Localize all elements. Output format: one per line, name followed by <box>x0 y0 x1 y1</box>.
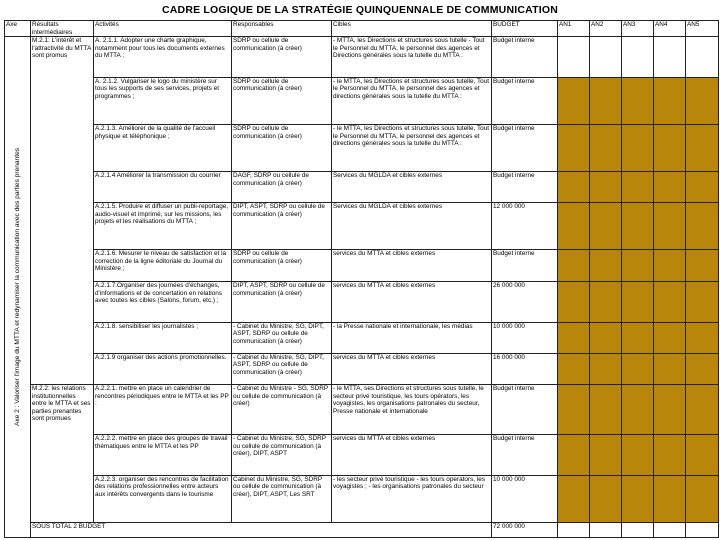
schedule-cell <box>622 282 654 323</box>
total-value: 72 000 000 <box>492 522 558 537</box>
responsables-cell: SDRP ou cellule de communication (à créer) <box>232 37 332 78</box>
activity-cell: A.2.1.5. Produire et diffuser un publi-reportage, audio-visuel et imprimé, sur les missions, les projets et les réalisations du MTTA ; <box>94 203 232 250</box>
responsables-cell: - Cabinet du Ministre, SG, SDRP ou cellule de communication (à créer), DIPT, ASPT <box>232 435 332 476</box>
table-row <box>5 435 719 476</box>
header-activites: Activités <box>94 21 232 37</box>
table-row <box>5 203 719 250</box>
schedule-cell <box>622 475 654 522</box>
cibles-cell: services du MTTA et cibles externes <box>332 435 492 476</box>
cibles-cell: - les secteur privé touristique - les tours operators, les voyagistes ; - les organisations patronales du secteur <box>332 475 492 522</box>
activity-cell: A.2.2.3. organiser des rencontres de facilitation des relations professionnelles entre acteurs aux intérêts convergents dans le tourisme <box>94 475 232 522</box>
schedule-cell <box>654 37 686 78</box>
schedule-cell <box>622 435 654 476</box>
responsables-cell: - Cabinet du Ministre - SG, SDRP ou cellule de communication (à créer) <box>232 384 332 434</box>
schedule-cell <box>558 384 590 434</box>
table-row <box>5 282 719 323</box>
schedule-cell <box>558 250 590 282</box>
schedule-cell <box>654 77 686 124</box>
table-row <box>5 124 719 171</box>
schedule-cell <box>622 77 654 124</box>
header-cibles: Cibles <box>332 21 492 37</box>
schedule-cell <box>654 203 686 250</box>
budget-cell: 12 000 000 <box>492 203 558 250</box>
schedule-cell <box>590 203 622 250</box>
schedule-cell <box>622 250 654 282</box>
schedule-cell <box>622 124 654 171</box>
schedule-cell <box>590 282 622 323</box>
logical-framework-table <box>4 20 719 538</box>
schedule-cell <box>622 203 654 250</box>
schedule-cell <box>686 124 719 171</box>
schedule-cell <box>558 475 590 522</box>
schedule-cell <box>686 250 719 282</box>
table-row <box>5 475 719 522</box>
schedule-cell <box>654 250 686 282</box>
schedule-cell <box>558 203 590 250</box>
schedule-cell <box>654 384 686 434</box>
activity-cell: A.2.1.9 organiser des actions promotionnelles. <box>94 353 232 384</box>
schedule-cell <box>590 384 622 434</box>
schedule-cell <box>686 172 719 203</box>
schedule-cell <box>654 475 686 522</box>
schedule-cell <box>590 435 622 476</box>
schedule-cell <box>622 353 654 384</box>
schedule-cell <box>590 250 622 282</box>
cibles-cell: - le MTTA, les Directions et structures sous tutelle, Tout le Personnel du MTTA, le personnel des agences et directions générales sous la tutelle du MTTA : <box>332 124 492 171</box>
cibles-cell: - le MTTA, les Directions et structures sous tutelle, Tout le Personnel du MTTA, le personnel des agences et directions générales sous la tutelle du MTTA : <box>332 77 492 124</box>
table-row <box>5 172 719 203</box>
result-cell: M.2.2: les relations institutionnelles entre le MTTA et ses parties prenantes sont promues <box>31 384 94 522</box>
cibles-cell: services du MTTA et cibles externes <box>332 282 492 323</box>
responsables-cell: SDRP ou cellule de communication (à créer) <box>232 77 332 124</box>
budget-cell: Budget interne <box>492 77 558 124</box>
activity-cell: A. 2.1.2. Vulgariser le logo du ministère sur tous les supports de ses services, projets et programmes ; <box>94 77 232 124</box>
budget-cell: Budget interne <box>492 250 558 282</box>
budget-cell: Budget interne <box>492 37 558 78</box>
schedule-cell <box>622 322 654 353</box>
schedule-cell <box>558 282 590 323</box>
cibles-cell: services du MTTA et cibles externes <box>332 250 492 282</box>
header-responsables: Responsables <box>232 21 332 37</box>
activity-cell: A.2.1.6. Mesurer le niveau de satisfaction et la correction de la ligne éditoriale du Journal du Ministère ; <box>94 250 232 282</box>
responsables-cell: Cabinet du Ministre, SG, SDRP ou cellule de communication (à créer), DIPT, ASPT, Les SRT <box>232 475 332 522</box>
schedule-cell <box>558 124 590 171</box>
schedule-cell <box>686 37 719 78</box>
budget-cell: Budget interne <box>492 384 558 434</box>
responsables-cell: DAGF, SDRP ou cellule de communication (à créer) <box>232 172 332 203</box>
schedule-cell <box>686 353 719 384</box>
schedule-cell <box>654 435 686 476</box>
schedule-cell <box>654 282 686 323</box>
budget-cell: 10 000 000 <box>492 322 558 353</box>
schedule-cell <box>622 522 654 537</box>
responsables-cell: DIPT, ASPT, SDRP ou cellule de communication (à créer) <box>232 282 332 323</box>
schedule-cell <box>686 522 719 537</box>
budget-cell: 16 000 000 <box>492 353 558 384</box>
schedule-cell <box>622 172 654 203</box>
table-row <box>5 353 719 384</box>
budget-cell: 26 000 000 <box>492 282 558 323</box>
responsables-cell: SDRP ou cellule de communication (à créer) <box>232 250 332 282</box>
schedule-cell <box>558 435 590 476</box>
schedule-cell <box>558 353 590 384</box>
schedule-cell <box>558 37 590 78</box>
schedule-cell <box>654 124 686 171</box>
budget-cell: Budget interne <box>492 124 558 171</box>
schedule-cell <box>654 522 686 537</box>
activity-cell: A. 2.1.1. Adopter une charte graphique, notamment pour tous les documents externes du MTTA ; <box>94 37 232 78</box>
schedule-cell <box>590 322 622 353</box>
cibles-cell: Services du MGLDA et cibles externes <box>332 172 492 203</box>
schedule-cell <box>558 522 590 537</box>
activity-cell: A.2.2.2. mettre en place des groupes de travail thématiques entre le MTTA et les PP <box>94 435 232 476</box>
header-row <box>5 21 719 37</box>
table-row <box>5 37 719 78</box>
cibles-cell: - MTTA, les Directions et structures sous tutelle - Tout le Personnel du MTTA, le personnel des agences et Directions générales sous la tutelle du MTTA : <box>332 37 492 78</box>
responsables-cell: - Cabinet du Ministre, SG, DIPT, ASPT, SDRP ou cellule de communication (à créer) <box>232 322 332 353</box>
schedule-cell <box>686 475 719 522</box>
header-resultats: Résultats intermédiaires <box>31 21 94 37</box>
schedule-cell <box>590 77 622 124</box>
schedule-cell <box>558 322 590 353</box>
schedule-cell <box>654 353 686 384</box>
cibles-cell: - la Presse nationale et internationale, les médias <box>332 322 492 353</box>
header-an2: AN2 <box>590 21 622 37</box>
schedule-cell <box>686 384 719 434</box>
cibles-cell: services du MTTA et cibles externes <box>332 353 492 384</box>
schedule-cell <box>686 435 719 476</box>
schedule-cell <box>654 322 686 353</box>
activity-cell: A.2.1.3. Améliorer de la qualité de l'accueil physique et téléphonique ; <box>94 124 232 171</box>
header-budget: BUDGET <box>492 21 558 37</box>
schedule-cell <box>558 172 590 203</box>
table-row <box>5 77 719 124</box>
header-an5: AN5 <box>686 21 719 37</box>
schedule-cell <box>622 37 654 78</box>
schedule-cell <box>686 203 719 250</box>
budget-cell: Budget interne <box>492 172 558 203</box>
table-row <box>5 384 719 434</box>
schedule-cell <box>558 77 590 124</box>
schedule-cell <box>590 353 622 384</box>
cibles-cell: - le MTTA, ses Directions et structures sous tutelle, le secteur privé touristique, les tours opérators, les voyagistes, les organisations patronales du secteur, Presse nationale et internationale <box>332 384 492 434</box>
budget-cell: 10 000 000 <box>492 475 558 522</box>
schedule-cell <box>686 322 719 353</box>
schedule-cell <box>590 37 622 78</box>
budget-cell: Budget interne <box>492 435 558 476</box>
total-row <box>5 522 719 537</box>
schedule-cell <box>686 77 719 124</box>
schedule-cell <box>590 172 622 203</box>
table-row <box>5 322 719 353</box>
responsables-cell: SDRP ou cellule de communication (à créer) <box>232 124 332 171</box>
header-an4: AN4 <box>654 21 686 37</box>
page-title: CADRE LOGIQUE DE LA STRATÉGIE QUINQUENNALE DE COMMUNICATION <box>161 4 559 16</box>
header-axe: Axe <box>5 21 31 37</box>
axe-cell <box>5 37 31 538</box>
responsables-cell: DIPT, ASPT, SDRP ou cellule de communication (à créer) <box>232 203 332 250</box>
schedule-cell <box>590 522 622 537</box>
schedule-cell <box>686 282 719 323</box>
responsables-cell: - Cabinet du Ministre, SG, DIPT, ASPT, SDRP ou cellule de communication (à créer) <box>232 353 332 384</box>
axe-label: Axe 2 : Valoriser l'image du MTTA et redynamiser la communication avec des parties prenantes <box>13 148 21 427</box>
schedule-cell <box>590 124 622 171</box>
activity-cell: A.2.1.8. sensibiliser les journalistes ; <box>94 322 232 353</box>
header-an1: AN1 <box>558 21 590 37</box>
header-an3: AN3 <box>622 21 654 37</box>
result-cell: M.2.1: L'intérêt et l'attractivité du MTTA sont promus <box>31 37 94 385</box>
schedule-cell <box>622 384 654 434</box>
total-label: SOUS TOTAL 2 BUDGET <box>31 522 492 537</box>
schedule-cell <box>654 172 686 203</box>
schedule-cell <box>590 475 622 522</box>
activity-cell: A.2.1.7.Organiser des journées d'échanges, d'informations et de concertation en relations avec toutes les cibles (Salons, forum, etc.) ; <box>94 282 232 323</box>
activity-cell: A.2.2.1. mettre en place un calendrier de rencontres périodiques entre le MTTA et les PP : <box>94 384 232 434</box>
activity-cell: A.2.1.4 Améliorer la transmission du courrier <box>94 172 232 203</box>
cibles-cell: Services du MGLDA et cibles externes <box>332 203 492 250</box>
table-row <box>5 250 719 282</box>
